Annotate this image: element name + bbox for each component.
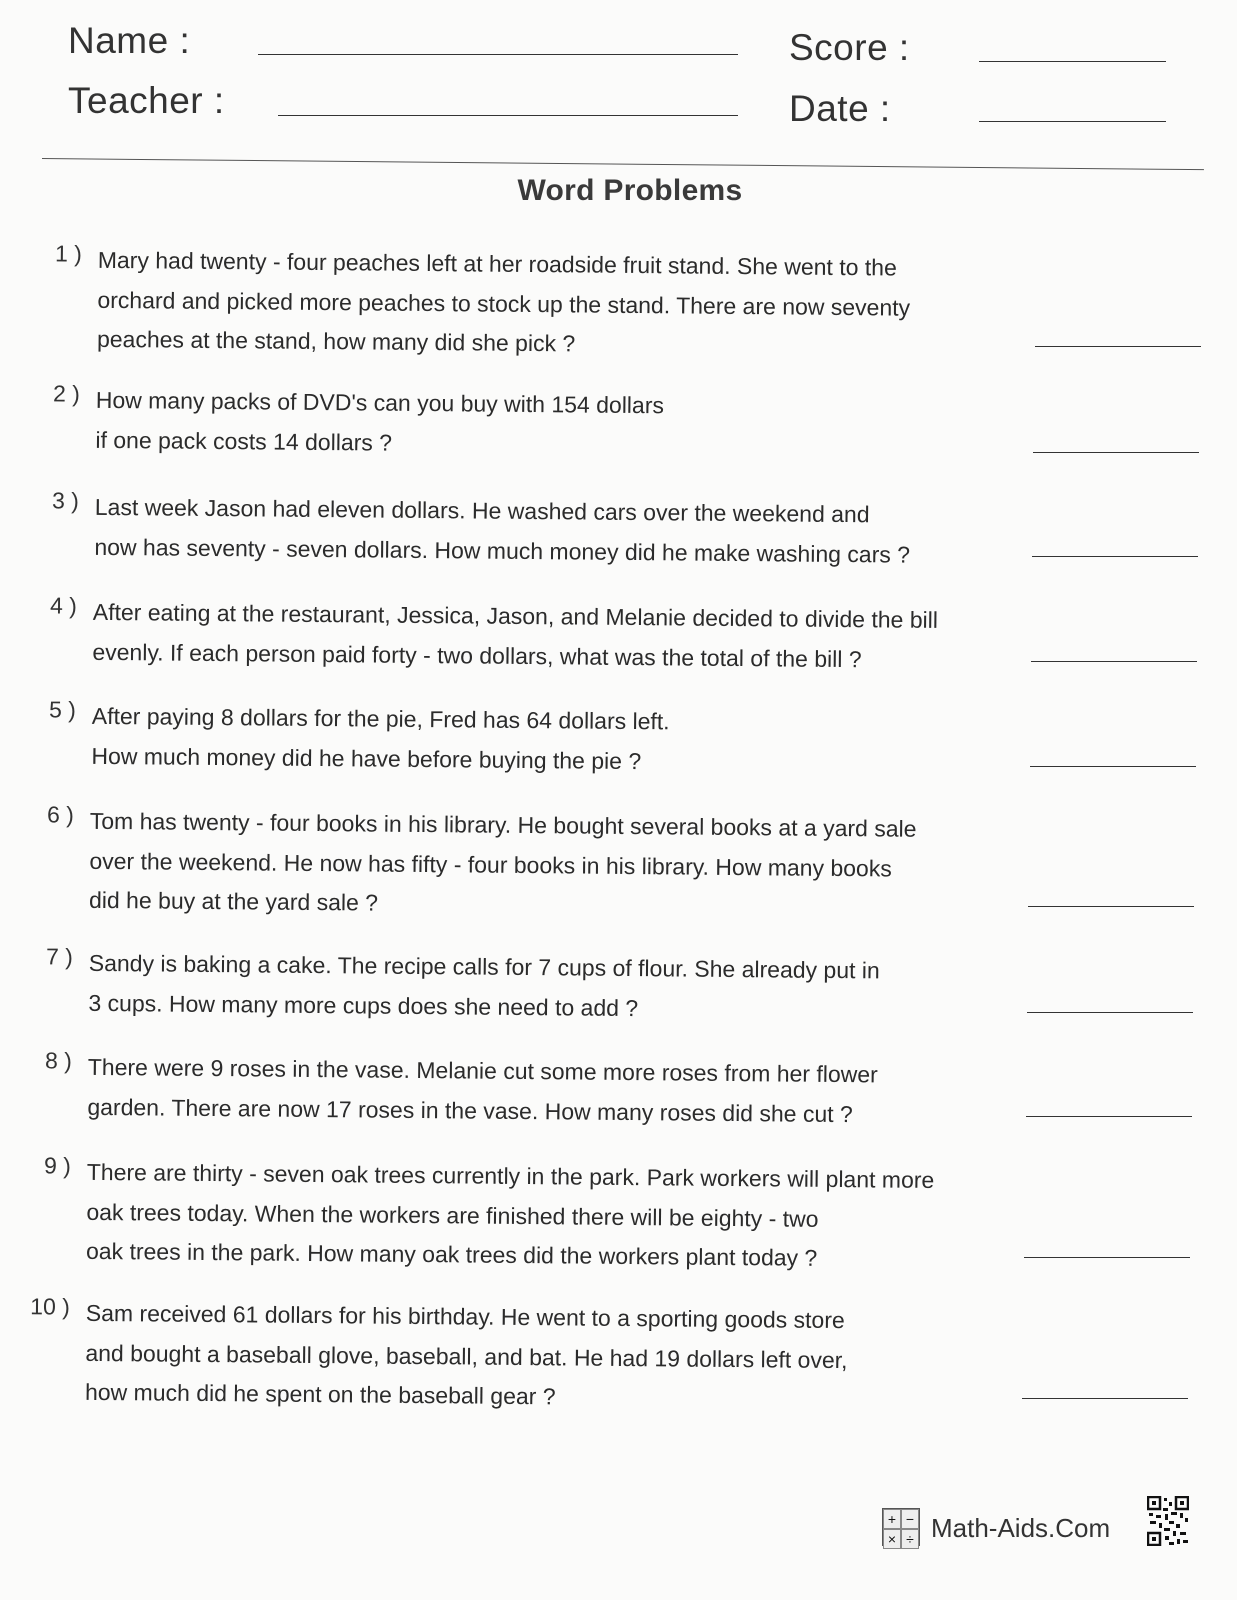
problem-number: 5 ) [48, 696, 76, 723]
problem-text: Tom has twenty - four books in his library. He bought several books at a yard sale over the weekend. He now has fifty - four books in his library. How many books did he buy at the yard sale ? [88, 807, 917, 916]
teacher-line[interactable] [278, 115, 738, 116]
problem-number: 7 ) [45, 943, 73, 970]
date-line[interactable] [979, 121, 1166, 122]
problem-text: How many packs of DVD's can you buy with 154 dollars if one pack costs 14 dollars ? [95, 386, 665, 456]
problem-number: 9 ) [43, 1152, 71, 1179]
answer-line-3[interactable] [1032, 556, 1198, 557]
problem-text: Mary had twenty - four peaches left at her roadside fruit stand. She went to the orchard and picked more peaches to stock up the stand. There are now seventy peaches at the stand, how many did she pick ? [96, 246, 911, 357]
problem-number: 8 ) [44, 1047, 72, 1074]
problem-text: After eating at the restaurant, Jessica, Jason, and Melanie decided to divide the bill evenly. If each person paid forty - two dollars, what was the total of the bill ? [92, 598, 939, 672]
answer-line-10[interactable] [1022, 1398, 1188, 1399]
answer-line-6[interactable] [1028, 906, 1194, 907]
problem-text: After paying 8 dollars for the pie, Fred has 64 dollars left. How much money did he have before buying the pie ? [91, 702, 670, 774]
answer-line-5[interactable] [1030, 766, 1196, 767]
problem-number: 3 ) [51, 487, 79, 514]
answer-line-2[interactable] [1033, 452, 1199, 453]
problem-number: 4 ) [49, 592, 77, 619]
qr-code-icon [1147, 1496, 1189, 1546]
worksheet-title: Word Problems [517, 174, 743, 207]
problem-text: Last week Jason had eleven dollars. He washed cars over the weekend and now has seventy - seven dollars. How much money did he make washing cars ? [94, 493, 911, 568]
date-label: Date : [789, 88, 891, 129]
problem-text: There are thirty - seven oak trees currently in the park. Park workers will plant more oak trees today. When the workers are finished there will be eighty - two oak trees in the park. How many oak trees did the workers plant today ? [85, 1158, 935, 1271]
name-line[interactable] [258, 54, 738, 55]
answer-line-8[interactable] [1026, 1116, 1192, 1117]
answer-line-7[interactable] [1027, 1012, 1193, 1013]
score-line[interactable] [979, 61, 1166, 62]
teacher-label: Teacher : [68, 80, 225, 121]
problem-number: 1 ) [54, 240, 82, 267]
problem-text: Sam received 61 dollars for his birthday. He went to a sporting goods store and bought a baseball glove, baseball, and bat. He had 19 dollars left over, how much did he spent on the baseball gear ? [84, 1299, 848, 1410]
answer-line-9[interactable] [1024, 1257, 1190, 1258]
problem-number: 6 ) [46, 801, 74, 828]
header-divider [42, 158, 1204, 170]
name-label: Name : [68, 20, 191, 61]
problem-number: 10 ) [30, 1293, 70, 1320]
score-label: Score : [789, 27, 910, 68]
problem-text: Sandy is baking a cake. The recipe calls for 7 cups of flour. She already put in 3 cups. How many more cups does she need to add ? [88, 949, 880, 1021]
problem-number: 2 ) [52, 380, 80, 407]
problem-text: There were 9 roses in the vase. Melanie cut some more roses from her flower garden. There are now 17 roses in the vase. How many roses did she cut ? [87, 1053, 878, 1127]
answer-line-4[interactable] [1031, 661, 1197, 662]
calculator-icon: + − × ÷ [882, 1508, 920, 1546]
answer-line-1[interactable] [1035, 346, 1201, 347]
site-logo-text: Math-Aids.Com [931, 1513, 1111, 1543]
